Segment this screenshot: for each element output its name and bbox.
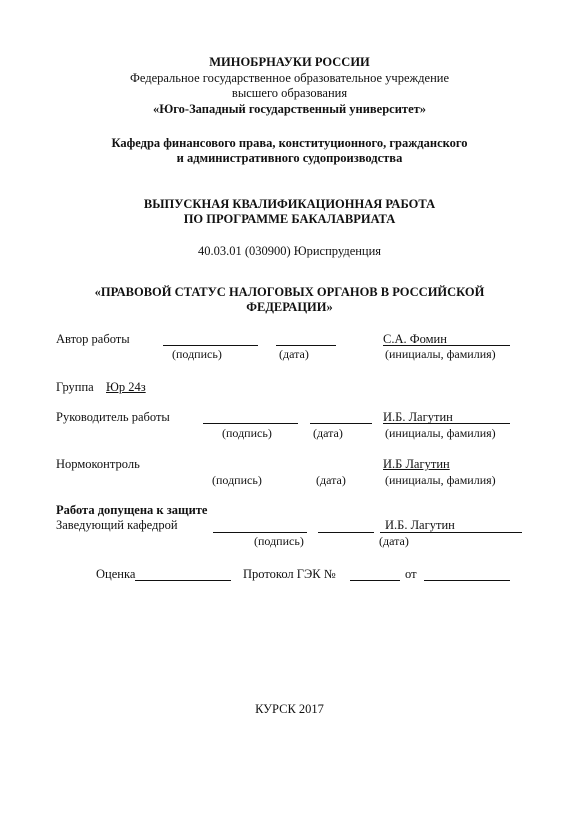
department-line-2: и административного судопроизводства <box>176 151 403 165</box>
normcontrol-label: Нормоконтроль <box>56 457 140 471</box>
head-signature-caption: (подпись) <box>254 534 304 548</box>
supervisor-signature-line <box>203 423 298 424</box>
author-label: Автор работы <box>56 332 130 346</box>
author-date-caption: (дата) <box>279 347 309 361</box>
head-of-department-name: И.Б. Лагутин <box>385 518 455 532</box>
supervisor-signature-caption: (подпись) <box>222 426 272 440</box>
thesis-title-line-2: ФЕДЕРАЦИИ» <box>246 300 333 314</box>
grade-line <box>135 580 231 581</box>
group-label: Группа <box>56 380 94 394</box>
work-type-line-1: ВЫПУСКНАЯ КВАЛИФИКАЦИОННАЯ РАБОТА <box>143 197 436 211</box>
normcontrol-signature-caption: (подпись) <box>212 473 262 487</box>
supervisor-name-line <box>383 423 510 424</box>
supervisor-date-caption: (дата) <box>313 426 343 440</box>
supervisor-name: И.Б. Лагутин <box>383 410 453 424</box>
university-name: «Юго-Западный государственный университет» <box>152 102 427 116</box>
author-name-caption: (инициалы, фамилия) <box>385 347 496 361</box>
specialty: 40.03.01 (030900) Юриспруденция <box>197 244 382 258</box>
author-name-line <box>383 345 510 346</box>
head-name-line <box>380 532 522 533</box>
head-signature-line <box>213 532 307 533</box>
thesis-title-line-1: «ПРАВОВОЙ СТАТУС НАЛОГОВЫХ ОРГАНОВ В РОССИЙСКОЙ <box>94 285 485 299</box>
supervisor-date-line <box>310 423 372 424</box>
ministry-name: МИНОБРНАУКИ РОССИИ <box>209 55 370 69</box>
supervisor-name-caption: (инициалы, фамилия) <box>385 426 496 440</box>
normcontrol-date-caption: (дата) <box>316 473 346 487</box>
head-date-line <box>318 532 374 533</box>
author-date-line <box>276 345 336 346</box>
department-line-1: Кафедра финансового права, конституционного, гражданского <box>111 136 468 150</box>
head-date-caption: (дата) <box>379 534 409 548</box>
author-name: С.А. Фомин <box>383 332 447 346</box>
admission-heading: Работа допущена к защите <box>56 503 208 517</box>
protocol-label: Протокол ГЭК № <box>243 567 336 581</box>
protocol-from-label: от <box>405 567 417 581</box>
institution-line-1: Федеральное государственное образовательное учреждение <box>129 71 449 85</box>
head-of-department-label: Заведующий кафедрой <box>56 518 178 532</box>
grade-label: Оценка <box>96 567 136 581</box>
institution-line-2: высшего образования <box>231 86 348 100</box>
group-value: Юр 24з <box>106 380 146 394</box>
protocol-number-line <box>350 580 400 581</box>
work-type-line-2: ПО ПРОГРАММЕ БАКАЛАВРИАТА <box>183 212 396 226</box>
protocol-date-line <box>424 580 510 581</box>
author-signature-line <box>163 345 258 346</box>
normcontrol-name-caption: (инициалы, фамилия) <box>385 473 496 487</box>
normcontrol-name: И.Б Лагутин <box>383 457 450 471</box>
author-signature-caption: (подпись) <box>172 347 222 361</box>
city-year: КУРСК 2017 <box>255 702 324 716</box>
supervisor-label: Руководитель работы <box>56 410 170 424</box>
